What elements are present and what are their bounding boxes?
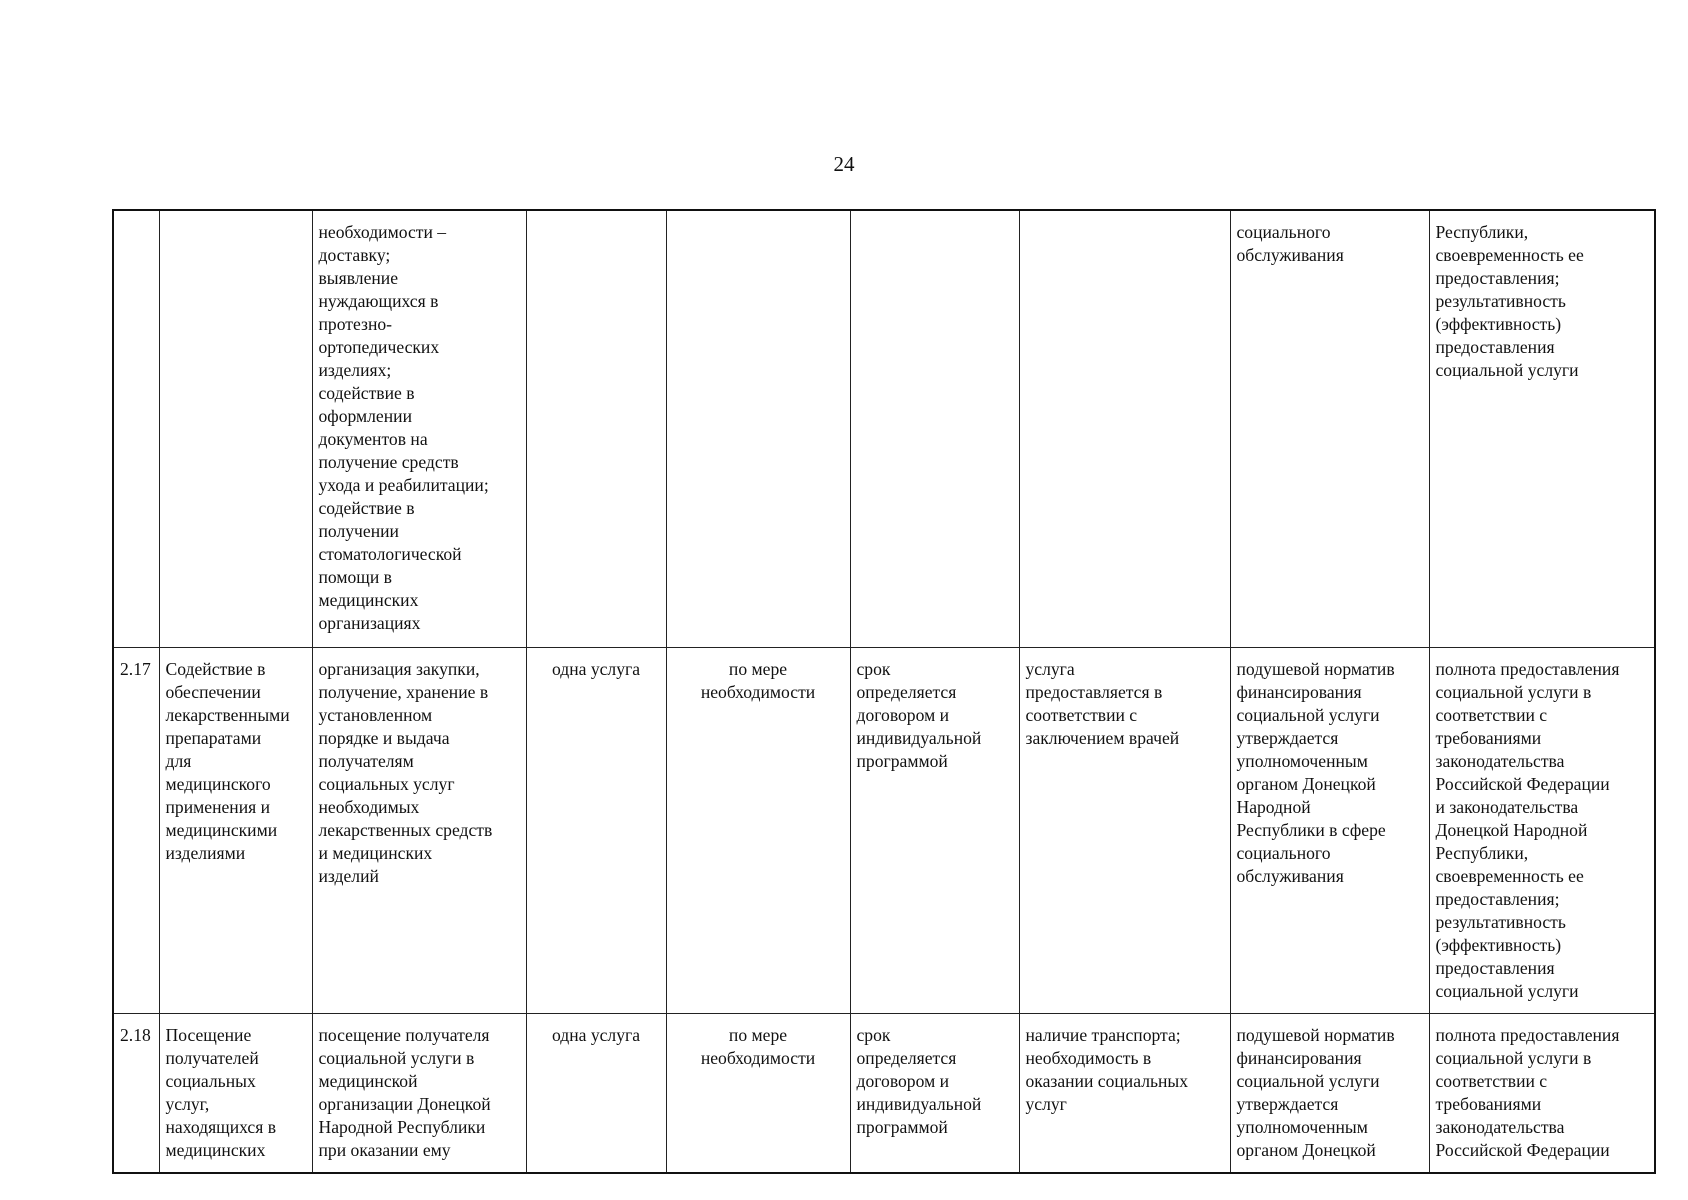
service-term-cell: срок определяется договором и индивидуальной программой [850, 647, 1019, 1013]
service-norm-cell: подушевой норматив финансирования социальной услуги утверждается уполномоченным органом Донецкой [1230, 1013, 1429, 1173]
service-conditions-cell: услуга предоставляется в соответствии с заключением врачей [1019, 647, 1230, 1013]
service-volume-cell: одна услуга [526, 1013, 666, 1173]
service-norm-cell: социального обслуживания [1230, 210, 1429, 647]
table-row [113, 210, 1655, 647]
service-norm-cell: подушевой норматив финансирования социальной услуги утверждается уполномоченным органом Донецкой Народной Республики в сфере социального обслуживания [1230, 647, 1429, 1013]
page-number: 24 [833, 152, 855, 176]
table-row [113, 1013, 1655, 1173]
services-table [112, 209, 1656, 1174]
service-periodicity-cell: по мере необходимости [666, 1013, 850, 1173]
service-content-cell: необходимости – доставку; выявление нуждающихся в протезно- ортопедических изделиях; содействие в оформлении документов на получение средств ухода и реабилитации; содействие в получении стоматологической помощи в медицинских организациях [312, 210, 526, 647]
service-periodicity-cell: по мере необходимости [666, 647, 850, 1013]
service-periodicity-cell [666, 210, 850, 647]
service-term-cell [850, 210, 1019, 647]
service-quality-cell: Республики, своевременность ее предоставления; результативность (эффективность) предоставления социальной услуги [1429, 210, 1655, 647]
service-quality-cell: полнота предоставления социальной услуги в соответствии с требованиями законодательства Российской Федерации [1429, 1013, 1655, 1173]
table-row [113, 647, 1655, 1013]
service-content-cell: посещение получателя социальной услуги в медицинской организации Донецкой Народной Республики при оказании ему [312, 1013, 526, 1173]
service-volume-cell: одна услуга [526, 647, 666, 1013]
service-name-cell: Содействие в обеспечении лекарственными препаратами для медицинского применения и медицинскими изделиями [159, 647, 312, 1013]
service-volume-cell [526, 210, 666, 647]
service-number-cell: 2.18 [113, 1013, 159, 1173]
service-number-cell [113, 210, 159, 647]
service-content-cell: организация закупки, получение, хранение в установленном порядке и выдача получателям социальных услуг необходимых лекарственных средств и медицинских изделий [312, 647, 526, 1013]
service-name-cell [159, 210, 312, 647]
service-quality-cell: полнота предоставления социальной услуги в соответствии с требованиями законодательства Российской Федерации и законодательства Донецкой Народной Республики, своевременность ее предоставления; результативность (эффективность) предоставления социальной услуги [1429, 647, 1655, 1013]
service-term-cell: срок определяется договором и индивидуальной программой [850, 1013, 1019, 1173]
service-conditions-cell: наличие транспорта; необходимость в оказании социальных услуг [1019, 1013, 1230, 1173]
service-conditions-cell [1019, 210, 1230, 647]
service-number-cell: 2.17 [113, 647, 159, 1013]
service-name-cell: Посещение получателей социальных услуг, находящихся в медицинских [159, 1013, 312, 1173]
